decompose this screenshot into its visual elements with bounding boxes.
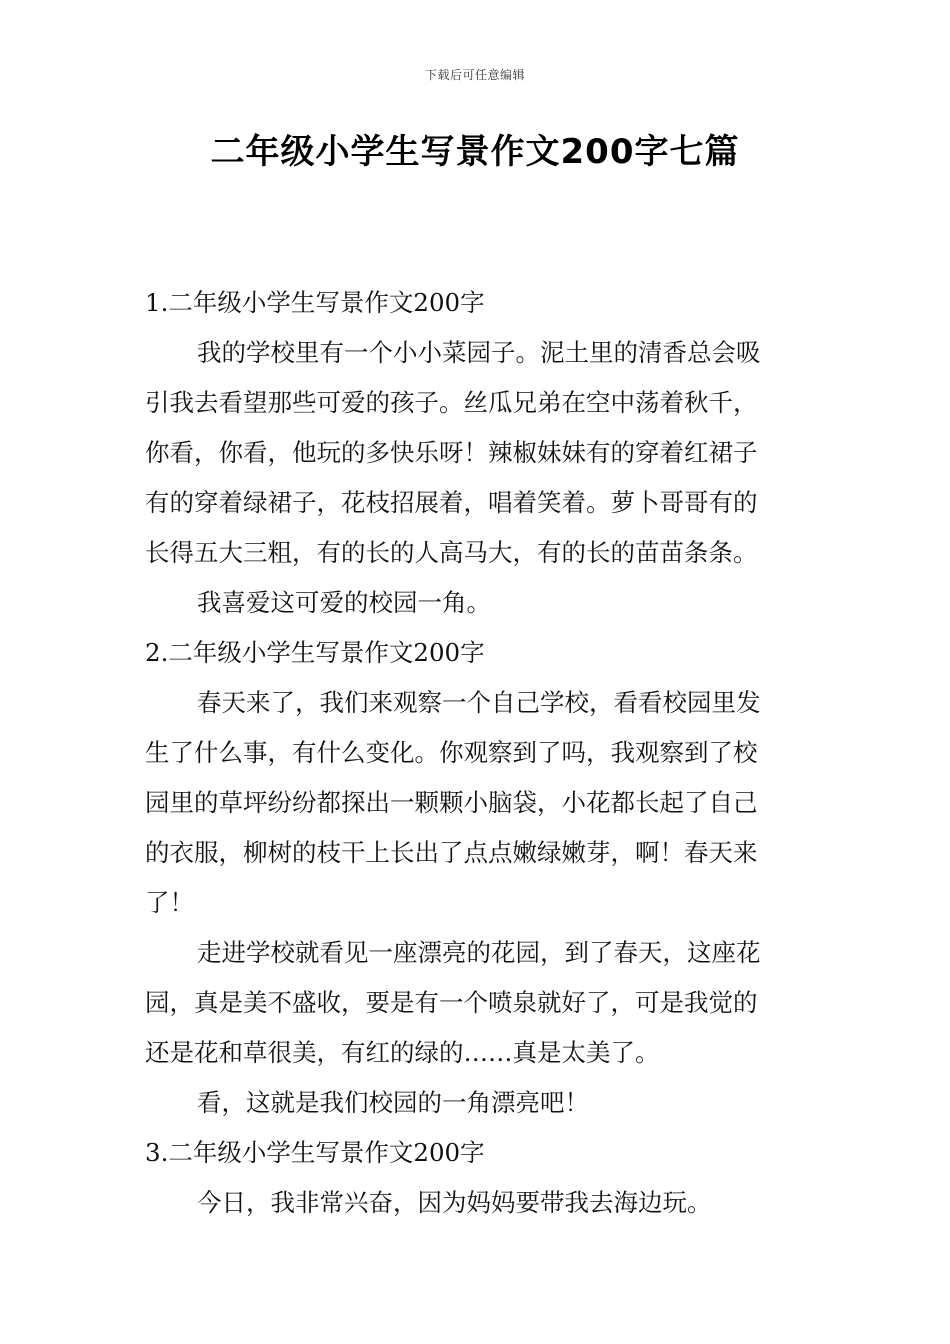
header-note: 下载后可任意编辑 — [424, 68, 525, 82]
paragraph-line: 的衣服，柳树的枝干上长出了点点嫩绿嫩芽，啊！春天来 — [145, 838, 758, 867]
paragraph-line: 春天来了，我们来观察一个自己学校，看看校园里发 — [197, 688, 761, 717]
paragraph-line: 我的学校里有一个小小菜园子。泥土里的清香总会吸 — [197, 338, 761, 367]
paragraph-line: 园里的草坪纷纷都探出一颗颗小脑袋，小花都长起了自己 — [145, 788, 758, 817]
paragraph-line: 我喜爱这可爱的校园一角。 — [197, 588, 491, 617]
paragraph-line: 了！ — [145, 888, 194, 917]
paragraph-line: 长得五大三粗，有的长的人高马大，有的长的苗苗条条。 — [145, 538, 758, 567]
paragraph-line: 今日，我非常兴奋，因为妈妈要带我去海边玩。 — [197, 1188, 712, 1217]
paragraph-line: 有的穿着绿裙子，花枝招展着，唱着笑着。萝卜哥哥有的 — [145, 488, 758, 517]
paragraph-line: 看，这就是我们校园的一角漂亮吧！ — [197, 1088, 589, 1117]
section-heading: 1.二年级小学生写景作文200字 — [145, 288, 485, 317]
paragraph-line: 走进学校就看见一座漂亮的花园，到了春天，这座花 — [197, 938, 761, 967]
section-heading: 3.二年级小学生写景作文200字 — [145, 1138, 485, 1167]
paragraph-line: 生了什么事，有什么变化。你观察到了吗，我观察到了校 — [145, 738, 758, 767]
paragraph-line: 还是花和草很美，有红的绿的……真是太美了。 — [145, 1038, 660, 1067]
paragraph-line: 引我去看望那些可爱的孩子。丝瓜兄弟在空中荡着秋千， — [145, 388, 758, 417]
paragraph-line: 园，真是美不盛收，要是有一个喷泉就好了，可是我觉的 — [145, 988, 758, 1017]
document-body — [145, 278, 810, 1228]
document-title: 二年级小学生写景作文200字七篇 — [210, 132, 740, 172]
section-heading: 2.二年级小学生写景作文200字 — [145, 638, 485, 667]
paragraph-line: 你看，你看，他玩的多快乐呀！辣椒妹妹有的穿着红裙子 — [145, 438, 758, 467]
